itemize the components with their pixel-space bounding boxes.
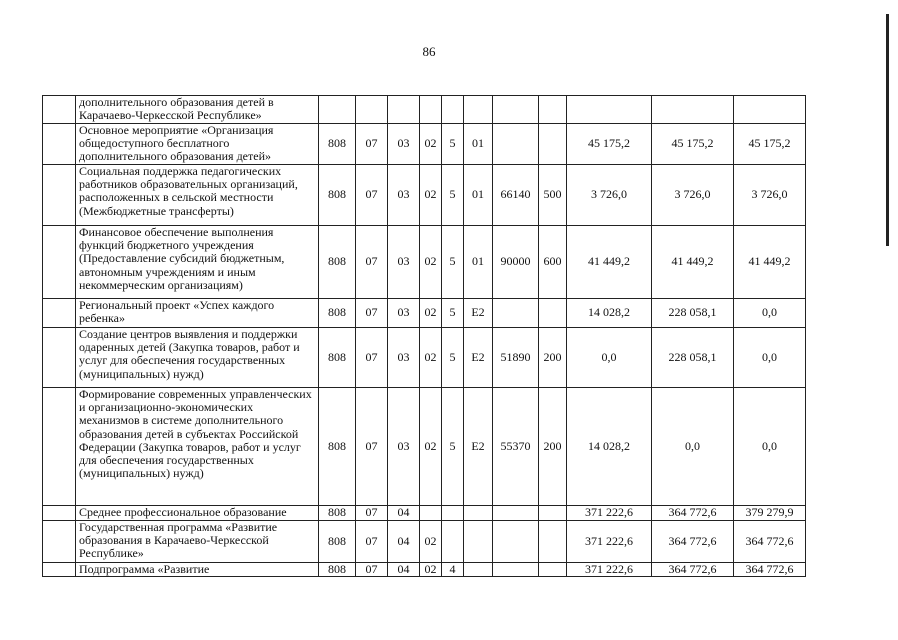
budget-table	[42, 95, 806, 577]
table-row	[43, 388, 806, 506]
table-row	[43, 563, 806, 577]
expense-type-cell: 200	[539, 328, 567, 388]
amount-year1-cell: 41 449,2	[567, 226, 652, 299]
direction-cell	[493, 506, 539, 521]
table-row	[43, 299, 806, 328]
grbs-cell: 808	[319, 165, 356, 226]
blank-cell	[43, 506, 76, 521]
event-cell: 01	[464, 124, 493, 165]
blank-cell	[43, 388, 76, 506]
grbs-cell: 808	[319, 299, 356, 328]
row-name: дополнительного образования детей в Карачаево-Черкесской Республике»	[76, 96, 319, 124]
amount-year1-cell: 0,0	[567, 328, 652, 388]
event-cell	[464, 563, 493, 577]
event-cell	[464, 506, 493, 521]
grbs-cell: 808	[319, 521, 356, 563]
program-cell: 02	[420, 328, 442, 388]
direction-cell: 55370	[493, 388, 539, 506]
grbs-cell: 808	[319, 506, 356, 521]
direction-cell: 66140	[493, 165, 539, 226]
amount-year3-cell: 3 726,0	[734, 165, 806, 226]
program-cell: 02	[420, 388, 442, 506]
blank-cell	[43, 521, 76, 563]
rz-cell: 07	[356, 328, 388, 388]
pr-cell: 03	[388, 328, 420, 388]
amount-year3-cell: 45 175,2	[734, 124, 806, 165]
event-cell: 01	[464, 226, 493, 299]
blank-cell	[43, 96, 76, 124]
program-cell	[420, 96, 442, 124]
grbs-cell: 808	[319, 563, 356, 577]
expense-type-cell	[539, 299, 567, 328]
event-cell: E2	[464, 328, 493, 388]
expense-type-cell	[539, 96, 567, 124]
grbs-cell: 808	[319, 226, 356, 299]
amount-year3-cell: 364 772,6	[734, 521, 806, 563]
row-name: Основное мероприятие «Организация общедоступного бесплатного дополнительного образования детей»	[76, 124, 319, 165]
amount-year2-cell: 364 772,6	[652, 563, 734, 577]
subprogram-cell: 5	[442, 124, 464, 165]
pr-cell: 03	[388, 388, 420, 506]
expense-type-cell	[539, 124, 567, 165]
row-name: Социальная поддержка педагогических работников образовательных организаций, расположенных в сельской местности (Межбюджетные трансферты)	[76, 165, 319, 226]
program-cell: 02	[420, 226, 442, 299]
amount-year3-cell: 379 279,9	[734, 506, 806, 521]
amount-year3-cell: 0,0	[734, 299, 806, 328]
direction-cell: 51890	[493, 328, 539, 388]
row-name: Подпрограмма «Развитие	[76, 563, 319, 577]
program-cell: 02	[420, 299, 442, 328]
pr-cell: 04	[388, 521, 420, 563]
grbs-cell: 808	[319, 328, 356, 388]
amount-year1-cell: 45 175,2	[567, 124, 652, 165]
direction-cell	[493, 521, 539, 563]
row-name: Создание центров выявления и поддержки одаренных детей (Закупка товаров, работ и услуг для обеспечения государственных (муниципальных) нужд)	[76, 328, 319, 388]
row-name: Государственная программа «Развитие образования в Карачаево-Черкесской Республике»	[76, 521, 319, 563]
grbs-cell	[319, 96, 356, 124]
pr-cell: 03	[388, 226, 420, 299]
event-cell	[464, 521, 493, 563]
pr-cell	[388, 96, 420, 124]
rz-cell: 07	[356, 563, 388, 577]
program-cell: 02	[420, 124, 442, 165]
direction-cell	[493, 299, 539, 328]
event-cell: 01	[464, 165, 493, 226]
amount-year2-cell: 0,0	[652, 388, 734, 506]
amount-year2-cell: 228 058,1	[652, 328, 734, 388]
rz-cell: 07	[356, 226, 388, 299]
expense-type-cell: 500	[539, 165, 567, 226]
rz-cell: 07	[356, 165, 388, 226]
expense-type-cell	[539, 521, 567, 563]
amount-year3-cell: 364 772,6	[734, 563, 806, 577]
amount-year2-cell: 45 175,2	[652, 124, 734, 165]
row-name: Финансовое обеспечение выполнения функций бюджетного учреждения (Предоставление субсидий бюджетным, автономным учреждениям и иным некоммерческим организациям)	[76, 226, 319, 299]
rz-cell: 07	[356, 521, 388, 563]
expense-type-cell	[539, 506, 567, 521]
rz-cell: 07	[356, 124, 388, 165]
rz-cell: 07	[356, 388, 388, 506]
pr-cell: 03	[388, 299, 420, 328]
amount-year2-cell: 364 772,6	[652, 521, 734, 563]
expense-type-cell: 600	[539, 226, 567, 299]
table-row	[43, 506, 806, 521]
blank-cell	[43, 563, 76, 577]
table-row	[43, 165, 806, 226]
amount-year2-cell: 364 772,6	[652, 506, 734, 521]
event-cell: E2	[464, 299, 493, 328]
expense-type-cell: 200	[539, 388, 567, 506]
table-row	[43, 96, 806, 124]
rz-cell	[356, 96, 388, 124]
amount-year1-cell: 371 222,6	[567, 506, 652, 521]
row-name: Формирование современных управленческих и организационно-экономических механизмов в системе дополнительного образования детей в субъектах Российской Федерации (Закупка товаров, работ и услуг для обеспечения государственных (муниципальных) нужд)	[76, 388, 319, 506]
subprogram-cell: 5	[442, 328, 464, 388]
amount-year3-cell	[734, 96, 806, 124]
program-cell: 02	[420, 165, 442, 226]
direction-cell	[493, 96, 539, 124]
blank-cell	[43, 124, 76, 165]
program-cell: 02	[420, 563, 442, 577]
direction-cell: 90000	[493, 226, 539, 299]
amount-year2-cell	[652, 96, 734, 124]
subprogram-cell: 4	[442, 563, 464, 577]
subprogram-cell	[442, 521, 464, 563]
scan-edge-mark	[886, 14, 889, 246]
table-row	[43, 226, 806, 299]
direction-cell	[493, 124, 539, 165]
program-cell: 02	[420, 521, 442, 563]
row-name: Региональный проект «Успех каждого ребенка»	[76, 299, 319, 328]
amount-year1-cell: 371 222,6	[567, 563, 652, 577]
pr-cell: 04	[388, 563, 420, 577]
row-name: Среднее профессиональное образование	[76, 506, 319, 521]
blank-cell	[43, 299, 76, 328]
table-row	[43, 124, 806, 165]
amount-year1-cell	[567, 96, 652, 124]
expense-type-cell	[539, 563, 567, 577]
pr-cell: 04	[388, 506, 420, 521]
program-cell	[420, 506, 442, 521]
blank-cell	[43, 226, 76, 299]
table-row	[43, 521, 806, 563]
subprogram-cell: 5	[442, 299, 464, 328]
amount-year1-cell: 371 222,6	[567, 521, 652, 563]
subprogram-cell	[442, 506, 464, 521]
subprogram-cell: 5	[442, 226, 464, 299]
rz-cell: 07	[356, 299, 388, 328]
amount-year3-cell: 41 449,2	[734, 226, 806, 299]
amount-year1-cell: 14 028,2	[567, 388, 652, 506]
subprogram-cell: 5	[442, 388, 464, 506]
amount-year2-cell: 41 449,2	[652, 226, 734, 299]
amount-year3-cell: 0,0	[734, 328, 806, 388]
subprogram-cell: 5	[442, 165, 464, 226]
rz-cell: 07	[356, 506, 388, 521]
amount-year1-cell: 14 028,2	[567, 299, 652, 328]
grbs-cell: 808	[319, 124, 356, 165]
blank-cell	[43, 328, 76, 388]
pr-cell: 03	[388, 165, 420, 226]
table-row	[43, 328, 806, 388]
event-cell: E2	[464, 388, 493, 506]
blank-cell	[43, 165, 76, 226]
direction-cell	[493, 563, 539, 577]
amount-year2-cell: 3 726,0	[652, 165, 734, 226]
amount-year3-cell: 0,0	[734, 388, 806, 506]
subprogram-cell	[442, 96, 464, 124]
pr-cell: 03	[388, 124, 420, 165]
grbs-cell: 808	[319, 388, 356, 506]
event-cell	[464, 96, 493, 124]
amount-year2-cell: 228 058,1	[652, 299, 734, 328]
amount-year1-cell: 3 726,0	[567, 165, 652, 226]
page-number: 86	[422, 44, 436, 59]
